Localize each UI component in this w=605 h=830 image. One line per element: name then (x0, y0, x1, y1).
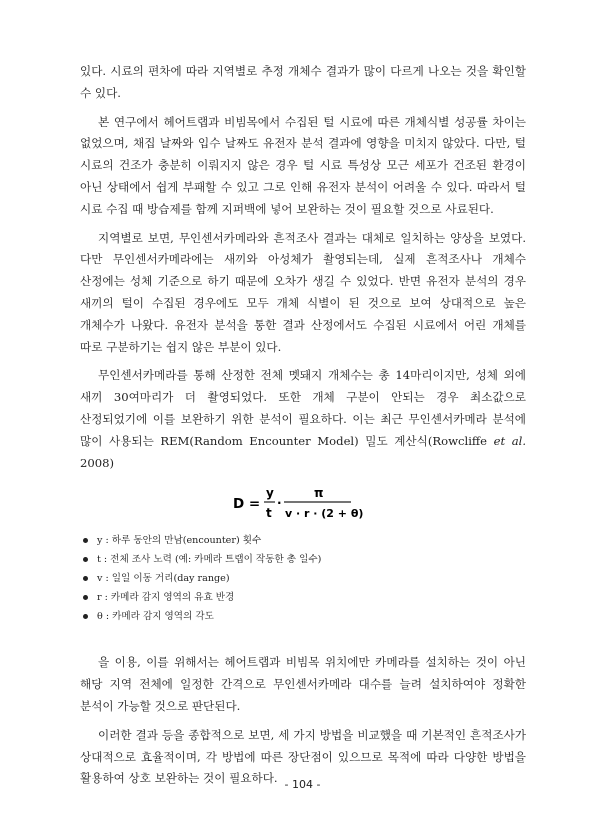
list-item: v : 일일 이동 거리(day range) (80, 569, 526, 588)
rem-text-after: 2008) (80, 455, 115, 470)
rem-text-before: 무인센서카메라를 통해 산정한 전체 멧돼지 개체수는 총 14마리이지만, 성체 외에 새끼 30여마리가 더 촬영되었다. 또한 개체 구분이 안되는 경우 최소값으로 산정되었기에 이를 보완하기 위한 분석이 필요하다. 이는 최근 무인센서카메라 분석에 많이 사용되는 REM(Random Encounter Model) 밀도 계산식(Rowcliffe (80, 368, 526, 448)
formula-dot: · (277, 496, 282, 511)
paragraph-closing-1: 을 이용, 이를 위해서는 헤어트랩과 비빔목 위치에만 카메라를 설치하는 것이 아닌 해당 지역 전체에 일정한 간격으로 무인센서카메라 대수를 늘려 설치하여야 정확한 분석이 가능할 것으로 판단된다. (80, 655, 526, 713)
bullet-icon (83, 538, 88, 543)
list-item: θ : 카메라 감지 영역의 각도 (80, 607, 526, 626)
rem-formula (233, 481, 364, 525)
paragraph-hair-sample: 본 연구에서 헤어트랩과 비빔목에서 수집된 털 시료에 따른 개체식별 성공률 차이는 없었으며, 채집 날짜와 입수 날짜도 유전자 분석 결과에 영향을 미치지 않았다. 다만, 털 시료의 건조가 충분히 이뤄지지 않은 경우 털 시료 특성상 모근 세포가 건조된 환경이 아닌 상태에서 쉽게 부패할 수 있고 그로 인해 유전자 분석이 어려울 수 있다. 따라서 털 시료 수집 때 방습제를 함께 지퍼백에 넣어 보완하는 것이 필요할 것으로 사료된다. (80, 114, 526, 216)
formula-denominator: v · r · (2 + θ) (285, 507, 364, 521)
paragraph-closing-2: 이러한 결과 등을 종합적으로 보면, 세 가지 방법을 비교했을 때 기본적인 흔적조사가 상대적으로 효율적이며, 각 방법에 따른 장단점이 있으므로 목적에 따라 다양한 방법을 활용하여 상호 보완하는 것이 필요하다. (80, 727, 526, 786)
bullet-icon (83, 557, 88, 562)
formula-t: t (266, 506, 272, 521)
formula-y: y (266, 486, 274, 501)
paragraph-intro: 있다. 시료의 편차에 따라 지역별로 추정 개체수 결과가 많이 다르게 나오는 것을 확인할 수 있다. (80, 64, 526, 100)
list-item: t : 전체 조사 노력 (예: 카메라 트랩이 작동한 총 일수) (80, 550, 526, 569)
bullet-icon (83, 614, 88, 619)
paragraph-regional: 지역별로 보면, 무인센서카메라와 흔적조사 결과는 대체로 일치하는 양상을 보였다. 다만 무인센서카메라에는 새끼와 아성체가 촬영되는데, 실제 흔적조사나 개체수 산정에는 성체 기준으로 하기 때문에 오차가 생길 수 있었다. 반면 유전자 분석의 경우 새끼의 털이 수집된 경우에도 모두 개체 식별이 된 것으로 보여 상대적으로 높은 개체수가 나왔다. 유전자 분석을 통한 결과 산정에서도 수집된 시료에서 어린 개체를 따로 구분하기는 쉽지 않은 부분이 있다. (80, 230, 526, 354)
formula-pi: π (314, 486, 324, 501)
paragraph-rem (80, 365, 526, 474)
rem-et-al: et al. (493, 433, 527, 448)
bullet-icon (83, 576, 88, 581)
page-number: - 104 - (284, 778, 321, 791)
list-item: y : 하루 동안의 만남(encounter) 횟수 (80, 531, 526, 550)
bullet-icon (83, 595, 88, 600)
body-text (80, 61, 526, 797)
variable-list (80, 531, 526, 626)
list-item: r : 카메라 감지 영역의 유효 반경 (80, 588, 526, 607)
formula-lhs: D = (233, 496, 261, 513)
